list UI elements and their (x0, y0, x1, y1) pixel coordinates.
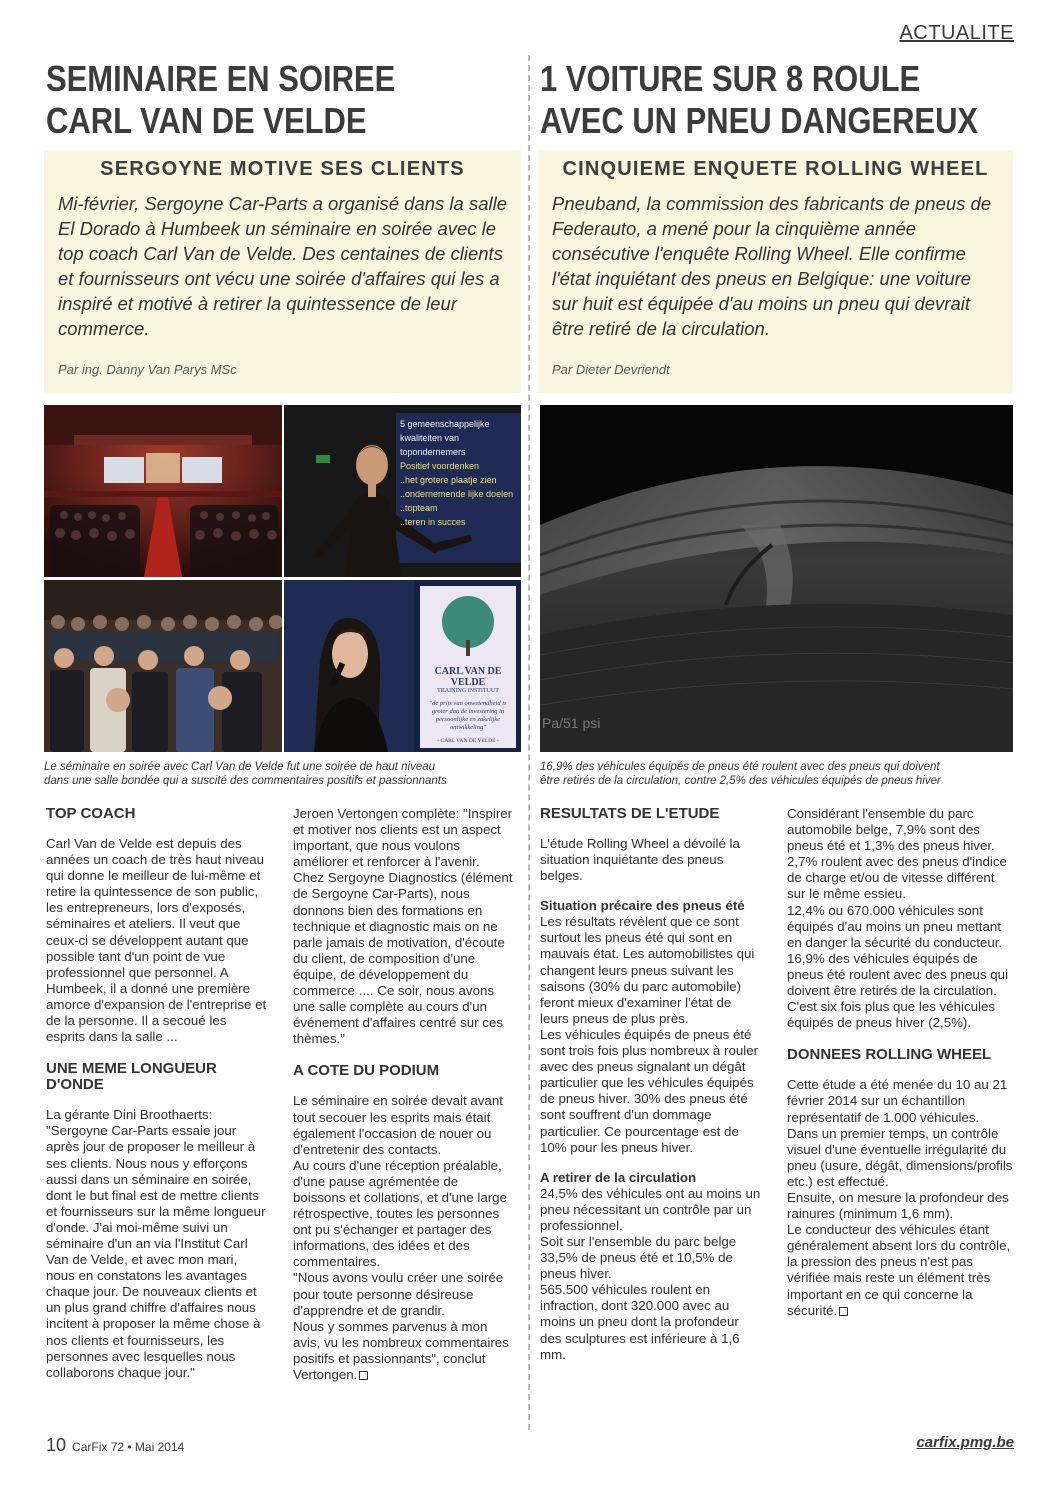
photo-damaged-tyre (540, 405, 1013, 752)
right-photo-caption (540, 760, 1016, 788)
retirer-text-3: 565.500 véhicules roulent en infraction, dont 320.000 avec au moins un pneu dont la profondeur des sculptures est inférieure à 1,6 mm. (540, 1282, 740, 1362)
left-byline: Par ing. Danny Van Parys MSc (58, 362, 237, 377)
meme-heading: UNE MEME LONGUEUR D'ONDE (46, 1060, 217, 1094)
right-column-2 (787, 806, 1013, 1319)
retirer-text-1: 24,5% des véhicules ont au moins un pneu nécessitant un contrôle par un professionnel. (540, 1185, 761, 1233)
book-quote: "de prijs van onwetendheid is groter dan de investering in persoonlijke en zakelijke ontwikkeling" (429, 700, 507, 731)
vertongen-text: Jeroen Vertongen complète: "Inspirer et motiver nos clients est un aspect important, que nous voulons améliorer et renforcer à l'avenir. Chez Sergoyne Diagnostics (élément de Sergoyne Car-Parts), nous donnons bien des formations en technique et diagnostic mais on ne parle jamais de motivation, d'écoute du client, de composition d'une équipe, de développement du commerce .... Ce soir, nous avons une salle complète au cours d'un événement d'affaires centré sur ces thèmes." (293, 806, 513, 1047)
right-caption-line1: 16,9% des véhicules équipés de pneus été roulent avec des pneus qui doivent (540, 761, 940, 773)
end-mark-icon (839, 1307, 848, 1316)
left-headline (46, 58, 395, 142)
end-mark-icon (359, 1371, 368, 1380)
footer-url-link[interactable]: carfix.pmg.be (916, 1434, 1014, 1451)
right-intro-box (538, 150, 1013, 393)
page-number: 10 (46, 1435, 67, 1455)
parc-text-1: Considérant l'ensemble du parc automobile belge, 7,9% sont des pneus été et 1,3% des pneus hiver. (787, 806, 995, 854)
photo-speaker-and-book (284, 580, 521, 752)
slide-line: ..het grotere plaatje zien (400, 475, 497, 485)
podium-heading: A COTE DU PODIUM (293, 1062, 440, 1080)
slide-text (400, 417, 520, 529)
book-subtitle: TRAINING INSTITUUT (437, 688, 499, 694)
slide-line: 5 gemeenschappelijke (400, 419, 490, 429)
tyre-marking: Pa/51 psi (542, 715, 601, 731)
right-headline-line1: 1 VOITURE SUR 8 ROULE (540, 58, 921, 99)
left-caption-line1: Le séminaire en soirée avec Carl Van de Velde fut une soirée de haut niveau (44, 761, 436, 773)
left-subhead: SERGOYNE MOTIVE SES CLIENTS (100, 158, 465, 180)
parc-text-4: 16,9% des véhicules équipés de pneus été roulent avec des pneus qui doivent être retirés de la circulation. (787, 950, 1009, 999)
photo-venue-hall (44, 405, 282, 577)
right-column-1 (540, 806, 762, 1363)
donnees-heading: DONNEES ROLLING WHEEL (787, 1046, 992, 1064)
retirer-text-2: Soit sur l'ensemble du parc belge 33,5% de pneus été et 10,5% de pneus hiver. (540, 1233, 737, 1282)
column-divider (528, 55, 530, 1430)
donnees-text-4: Le conducteur des véhicules étant généralement absent lors du contrôle, la pression des pneus n'est pas vérifiée mais reste un élément très important en ce qui concerne la sécurité. (787, 1222, 1011, 1318)
precaire-heading: Situation précaire des pneus été (540, 898, 745, 914)
parc-text-3: 12,4% ou 670.000 véhicules sont équipés d'au moins un pneu mettant en danger la sécurité du conducteur. (787, 902, 1003, 950)
right-caption-line2: être retirés de la circulation, contre 2,5% des véhicules équipés de pneus hiver (540, 775, 941, 787)
slide-line: ..ondernemende lijke doelen (400, 489, 514, 499)
slide-line: kwaliteiten van topondernemers (400, 433, 466, 457)
book-title: CARL VAN DE VELDE (434, 666, 502, 688)
donnees-text-2: Dans un premier temps, un contrôle visuel d'une éventuelle irrégularité du pneu (usure, dégât, dimensions/profils etc.) est effectué. (787, 1125, 1013, 1189)
podium-text-1: Le séminaire en soirée devait avant tout secouer les esprits mais était également l'occasion de nouer ou d'entretenir des contacts. (293, 1093, 503, 1157)
left-headline-line2: CARL VAN DE VELDE (46, 100, 367, 141)
left-caption-line2: dans une salle bondée qui a suscité des commentaires positifs et passionnants (44, 775, 447, 787)
photo-presenter (284, 405, 521, 577)
podium-text-4: Nous y sommes parvenus à mon avis, vu les nombreux commentaires positifs et passionnants", conclut Vertongen. (293, 1318, 509, 1382)
slide-line: ..teren in succes (400, 517, 466, 527)
right-headline (540, 58, 978, 142)
left-intro-box (44, 150, 521, 393)
left-column-1 (46, 806, 268, 1381)
meme-text: La gérante Dini Broothaerts: "Sergoyne Car-Parts essaie jour après jour de proposer le meilleur à ses clients. Nous nous y efforçons aussi dans un séminaire en soirée, dont le but final est de mettre clients et fournisseurs sur la même longueur d'onde. J'ai moi-même suivi un séminaire d'un an via l'Institut Carl Van de Velde, et avec mon mari, nous en constatons les avantages chaque jour. De nouveaux clients et un plus grand chiffre d'affaires nous incitent à proposer la même chose à nos clients et fournisseurs, les personnes avec lesquelles nous collaborons chaque jour." (46, 1107, 266, 1380)
issue-info: CarFix 72 • Mai 2014 (72, 1440, 185, 1454)
top-coach-text: Carl Van de Velde est depuis des années un coach de très haut niveau qui donne le meilleur de lui-même et retire la quintessence de son public, les entrepreneurs, lors d'exposés, séminaires et ateliers. Il veut que ceux-ci se développent autant que possible tant d'un point de vue professionnel que personnel. A Humbeek, il a donné une première amorce d'expansion de l'entreprise et de la personne. Il a secoué les esprits dans la salle ... (46, 836, 267, 1045)
right-byline: Par Dieter Devriendt (552, 362, 670, 377)
right-subhead: CINQUIEME ENQUETE ROLLING WHEEL (562, 158, 989, 180)
resultats-heading: RESULTATS DE L'ETUDE (540, 805, 720, 822)
podium-text-2: Au cours d'une réception préalable, d'une pause agrémentée de boissons et collations, et d'une large rétrospective, toutes les personnes ont pu s'échanger et partager des informations, des idées et des commentaires. (293, 1157, 507, 1270)
left-lead: Mi-février, Sergoyne Car-Parts a organisé dans la salle El Dorado à Humbeek un séminaire en soirée avec le top coach Carl Van de Velde. Des centaines de clients et fournisseurs ont vécu une soirée d'affaires qui les a inspiré et motivé à retirer la quintessence de leur commerce. (58, 193, 508, 339)
podium-text-3: "Nous avons voulu créer une soirée pour toute personne désireuse d'apprendre et de grandir. (293, 1270, 504, 1318)
section-tag: ACTUALITE (899, 22, 1014, 44)
resultats-text: L'étude Rolling Wheel a dévoilé la situation inquiétante des pneus belges. (540, 836, 740, 884)
photo-audience (44, 580, 282, 752)
slide-line: ..topteam (400, 503, 438, 513)
footer-issue (46, 1435, 184, 1456)
retirer-heading: A retirer de la circulation (540, 1169, 697, 1185)
precaire-text-2: Les véhicules équipés de pneus été sont trois fois plus nombreux à rouler avec des pneus signalant un dégât particulier que les véhicules équipés de pneus hiver. 30% des pneus été sont souffrent d'un dommage particulier. Ce pourcentage est de 10% pour les pneus hiver. (540, 1026, 759, 1155)
book-sign: - CARL VAN DE VELDE - (437, 738, 499, 744)
right-headline-line2: AVEC UN PNEU DANGEREUX (540, 100, 979, 141)
parc-text-5: C'est six fois plus que les véhicules équipés de pneus hiver (2,5%). (787, 999, 995, 1031)
donnees-text-3: Ensuite, on mesure la profondeur des rainures (minimum 1,6 mm). (787, 1189, 1009, 1222)
left-photo-caption (44, 760, 524, 788)
right-lead: Pneuband, la commission des fabricants de pneus de Federauto, a mené pour la cinquième année consécutive l'enquête Rolling Wheel. Elle confirme l'état inquiétant des pneus en Belgique: une voiture sur huit est équipée d'au moins un pneu qui devrait être retiré de la circulation. (552, 193, 992, 339)
left-column-2 (293, 806, 513, 1383)
donnees-text-1: Cette étude a été menée du 10 au 21 février 2014 sur un échantillon représentatif de 1.000 véhicules. (787, 1077, 1008, 1125)
left-headline-line1: SEMINAIRE EN SOIREE (46, 58, 396, 99)
top-coach-heading: TOP COACH (46, 805, 136, 822)
parc-text-2: 2,7% roulent avec des pneus d'indice de charge et/ou de vitesse différent sur le même essieu. (787, 854, 1007, 902)
slide-line: Positief voordenken (400, 461, 480, 471)
precaire-text-1: Les résultats révèlent que ce sont surtout les pneus été qui sont en mauvais état. Les automobilistes qui changent leurs pneus suivant les saisons (30% du parc automobile) feront mieux d'examiner l'état de leurs pneus de plus près. (540, 914, 755, 1026)
book-cover-text (422, 666, 514, 744)
